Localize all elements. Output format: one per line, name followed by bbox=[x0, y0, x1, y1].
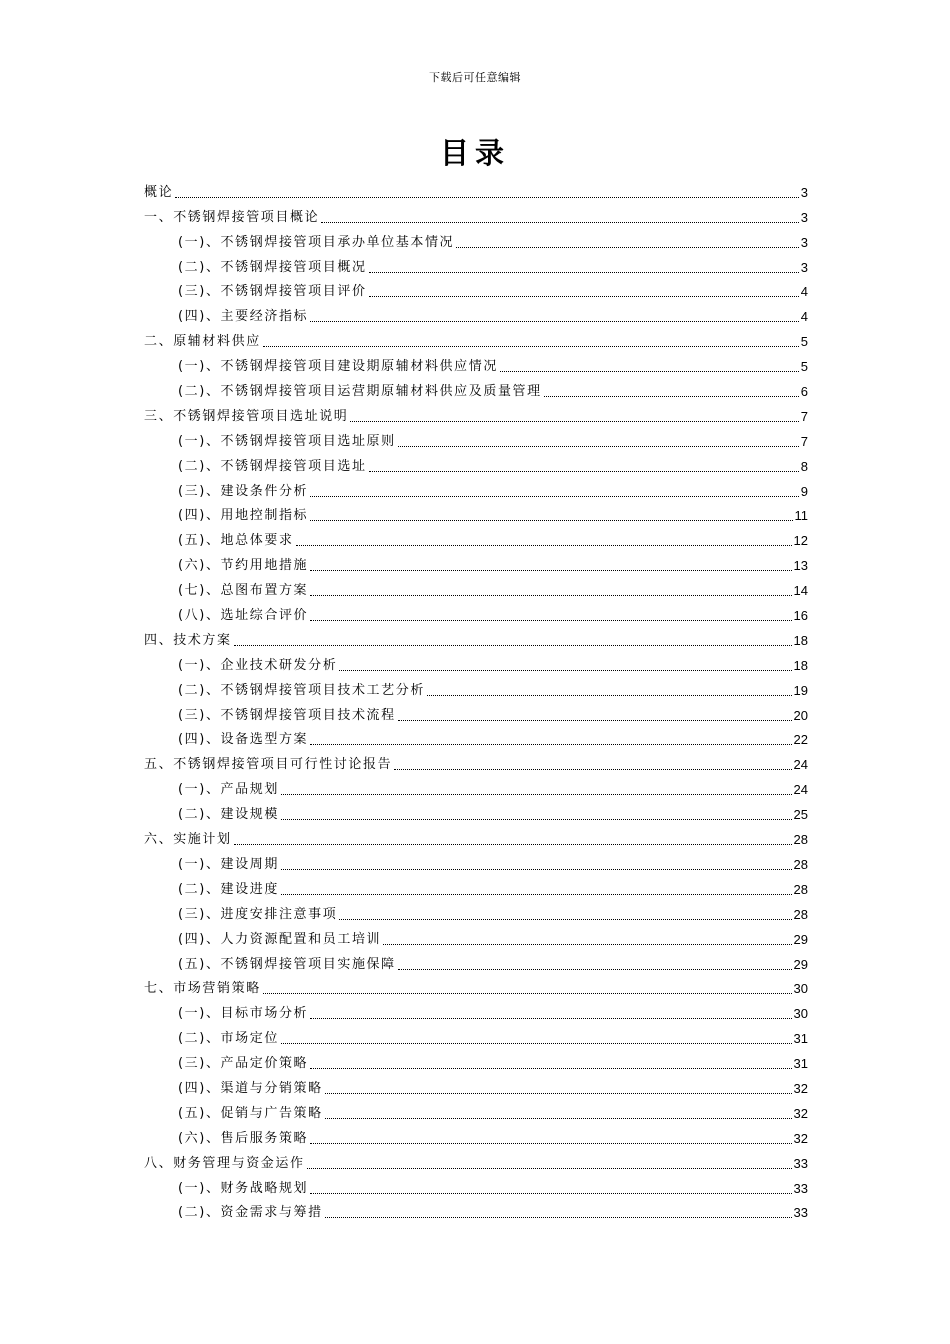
toc-entry-title: (三)、进度安排注意事项 bbox=[178, 906, 338, 922]
toc-entry-page-number: 31 bbox=[793, 1056, 808, 1072]
toc-entry[interactable] bbox=[144, 501, 808, 526]
toc-entry-page-number: 24 bbox=[793, 782, 808, 798]
toc-dot-leader bbox=[281, 868, 792, 870]
toc-entry-title: (三)、建设条件分析 bbox=[178, 483, 309, 499]
toc-entry[interactable] bbox=[144, 1173, 808, 1198]
toc-entry-page-number: 13 bbox=[793, 558, 808, 574]
toc-entry-page-number: 8 bbox=[800, 458, 808, 474]
toc-entry-title: (六)、售后服务策略 bbox=[178, 1130, 309, 1146]
toc-entry-title: (四)、渠道与分销策略 bbox=[178, 1080, 323, 1096]
toc-dot-leader bbox=[310, 743, 791, 745]
toc-entry-title: (一)、目标市场分析 bbox=[178, 1006, 309, 1022]
toc-dot-leader bbox=[369, 295, 799, 297]
toc-entry-title: 概论 bbox=[144, 184, 174, 200]
toc-entry[interactable] bbox=[144, 1198, 808, 1223]
toc-entry-page-number: 7 bbox=[800, 433, 808, 449]
toc-dot-leader bbox=[350, 420, 798, 422]
toc-entry-title: (五)、促销与广告策略 bbox=[178, 1105, 323, 1121]
toc-entry-title: (三)、产品定价策略 bbox=[178, 1056, 309, 1072]
toc-entry[interactable] bbox=[144, 525, 808, 550]
toc-entry-page-number: 33 bbox=[793, 1205, 808, 1221]
toc-entry[interactable] bbox=[144, 1023, 808, 1048]
toc-entry[interactable] bbox=[144, 277, 808, 302]
toc-entry[interactable] bbox=[144, 849, 808, 874]
toc-entry-title: (二)、不锈钢焊接管项目选址 bbox=[178, 458, 367, 474]
toc-entry[interactable] bbox=[144, 326, 808, 351]
toc-dot-leader bbox=[398, 719, 792, 721]
toc-entry-page-number: 18 bbox=[793, 632, 808, 648]
header-note: 下载后可任意编辑 bbox=[429, 71, 521, 84]
toc-entry-title: (五)、地总体要求 bbox=[178, 533, 294, 549]
toc-entry-page-number: 30 bbox=[793, 1006, 808, 1022]
toc-dot-leader bbox=[369, 271, 799, 273]
toc-entry-page-number: 33 bbox=[793, 1155, 808, 1171]
toc-dot-leader bbox=[500, 370, 799, 372]
toc-entry-page-number: 29 bbox=[793, 931, 808, 947]
toc-entry-page-number: 14 bbox=[793, 583, 808, 599]
toc-entry-page-number: 28 bbox=[793, 881, 808, 897]
toc-entry-page-number: 5 bbox=[800, 334, 808, 350]
toc-entry-title: 六、实施计划 bbox=[144, 832, 232, 848]
toc-entry-title: (三)、不锈钢焊接管项目评价 bbox=[178, 284, 367, 300]
toc-entry[interactable] bbox=[144, 924, 808, 949]
toc-entry[interactable] bbox=[144, 401, 808, 426]
toc-entry-page-number: 3 bbox=[800, 184, 808, 200]
toc-dot-leader bbox=[296, 544, 792, 546]
toc-entry-title: (四)、用地控制指标 bbox=[178, 508, 309, 524]
toc-entry[interactable] bbox=[144, 202, 808, 227]
toc-entry[interactable] bbox=[144, 451, 808, 476]
toc-entry[interactable] bbox=[144, 227, 808, 252]
toc-dot-leader bbox=[281, 893, 792, 895]
toc-entry-page-number: 11 bbox=[794, 508, 808, 524]
toc-dot-leader bbox=[310, 619, 791, 621]
page-title: 目录 bbox=[439, 136, 510, 170]
toc-entry-title: (二)、不锈钢焊接管项目技术工艺分析 bbox=[178, 682, 425, 698]
toc-entry-title: (三)、不锈钢焊接管项目技术流程 bbox=[178, 707, 396, 723]
toc-dot-leader bbox=[263, 992, 792, 994]
toc-entry-title: 七、市场营销策略 bbox=[144, 981, 261, 997]
toc-entry[interactable] bbox=[144, 376, 808, 401]
toc-entry-page-number: 19 bbox=[793, 682, 808, 698]
toc-dot-leader bbox=[456, 246, 799, 248]
toc-list bbox=[144, 177, 808, 1222]
toc-dot-leader bbox=[234, 843, 792, 845]
toc-dot-leader bbox=[310, 569, 791, 571]
toc-entry-title: (二)、建设规模 bbox=[178, 807, 279, 823]
toc-entry-page-number: 6 bbox=[800, 384, 808, 400]
toc-dot-leader bbox=[310, 1192, 791, 1194]
toc-entry[interactable] bbox=[144, 874, 808, 899]
toc-entry-page-number: 12 bbox=[793, 533, 808, 549]
toc-entry-page-number: 28 bbox=[793, 832, 808, 848]
toc-dot-leader bbox=[310, 320, 799, 322]
toc-dot-leader bbox=[310, 1142, 791, 1144]
toc-dot-leader bbox=[310, 495, 799, 497]
toc-entry[interactable] bbox=[144, 252, 808, 277]
toc-entry-title: (七)、总图布置方案 bbox=[178, 583, 309, 599]
toc-entry-title: (二)、资金需求与筹措 bbox=[178, 1205, 323, 1221]
toc-dot-leader bbox=[310, 1017, 791, 1019]
toc-dot-leader bbox=[398, 445, 799, 447]
toc-entry-title: (一)、企业技术研发分析 bbox=[178, 657, 338, 673]
toc-dot-leader bbox=[427, 694, 792, 696]
toc-entry[interactable] bbox=[144, 1048, 808, 1073]
toc-entry-page-number: 28 bbox=[793, 906, 808, 922]
toc-entry-page-number: 25 bbox=[793, 807, 808, 823]
toc-dot-leader bbox=[310, 519, 792, 521]
toc-dot-leader bbox=[307, 1167, 792, 1169]
toc-dot-leader bbox=[281, 1042, 792, 1044]
toc-dot-leader bbox=[175, 196, 799, 198]
toc-entry-title: (四)、设备选型方案 bbox=[178, 732, 309, 748]
toc-dot-leader bbox=[310, 1067, 791, 1069]
toc-entry[interactable] bbox=[144, 575, 808, 600]
toc-dot-leader bbox=[544, 395, 799, 397]
toc-dot-leader bbox=[325, 1216, 792, 1218]
toc-entry-page-number: 32 bbox=[793, 1105, 808, 1121]
toc-entry-title: (一)、财务战略规划 bbox=[178, 1180, 309, 1196]
toc-entry-page-number: 30 bbox=[793, 981, 808, 997]
toc-entry-title: (一)、建设周期 bbox=[178, 856, 279, 872]
toc-entry-title: (二)、不锈钢焊接管项目运营期原辅材料供应及质量管理 bbox=[178, 384, 542, 400]
toc-dot-leader bbox=[234, 644, 792, 646]
toc-entry[interactable] bbox=[144, 177, 808, 202]
toc-entry-page-number: 32 bbox=[793, 1130, 808, 1146]
toc-entry[interactable] bbox=[144, 625, 808, 650]
toc-dot-leader bbox=[321, 221, 799, 223]
toc-entry[interactable] bbox=[144, 301, 808, 326]
toc-entry-page-number: 32 bbox=[793, 1080, 808, 1096]
toc-entry-title: (二)、不锈钢焊接管项目概况 bbox=[178, 259, 367, 275]
toc-entry-page-number: 16 bbox=[793, 608, 808, 624]
toc-entry[interactable] bbox=[144, 351, 808, 376]
toc-entry[interactable] bbox=[144, 749, 808, 774]
toc-entry[interactable] bbox=[144, 774, 808, 799]
toc-entry-page-number: 5 bbox=[800, 359, 808, 375]
toc-dot-leader bbox=[398, 968, 792, 970]
toc-entry-title: (六)、节约用地措施 bbox=[178, 558, 309, 574]
toc-entry[interactable] bbox=[144, 899, 808, 924]
toc-dot-leader bbox=[394, 768, 791, 770]
toc-entry-title: 一、不锈钢焊接管项目概论 bbox=[144, 209, 320, 225]
toc-entry[interactable] bbox=[144, 1148, 808, 1173]
toc-entry-title: (二)、建设进度 bbox=[178, 881, 279, 897]
toc-entry-page-number: 9 bbox=[800, 483, 808, 499]
toc-entry-page-number: 7 bbox=[800, 408, 808, 424]
toc-entry-title: 八、财务管理与资金运作 bbox=[144, 1155, 305, 1171]
toc-dot-leader bbox=[369, 470, 799, 472]
toc-entry[interactable] bbox=[144, 700, 808, 725]
toc-entry[interactable] bbox=[144, 1123, 808, 1148]
toc-entry-page-number: 31 bbox=[793, 1031, 808, 1047]
toc-entry-title: (四)、主要经济指标 bbox=[178, 309, 309, 325]
toc-entry[interactable] bbox=[144, 824, 808, 849]
toc-entry[interactable] bbox=[144, 675, 808, 700]
toc-dot-leader bbox=[339, 918, 791, 920]
toc-entry-title: 四、技术方案 bbox=[144, 632, 232, 648]
toc-entry-title: (一)、不锈钢焊接管项目选址原则 bbox=[178, 433, 396, 449]
toc-entry[interactable] bbox=[144, 725, 808, 750]
toc-entry-title: (一)、产品规划 bbox=[178, 782, 279, 798]
toc-entry[interactable] bbox=[144, 476, 808, 501]
toc-entry-page-number: 28 bbox=[793, 856, 808, 872]
toc-entry-page-number: 4 bbox=[800, 284, 808, 300]
toc-dot-leader bbox=[325, 1117, 792, 1119]
toc-entry-page-number: 3 bbox=[800, 259, 808, 275]
toc-entry-title: 五、不锈钢焊接管项目可行性讨论报告 bbox=[144, 757, 393, 773]
toc-entry-title: 二、原辅材料供应 bbox=[144, 334, 261, 350]
toc-dot-leader bbox=[263, 345, 799, 347]
toc-entry-page-number: 24 bbox=[793, 757, 808, 773]
toc-entry-page-number: 22 bbox=[793, 732, 808, 748]
toc-entry-page-number: 29 bbox=[793, 956, 808, 972]
toc-dot-leader bbox=[339, 669, 791, 671]
toc-dot-leader bbox=[383, 943, 791, 945]
toc-entry[interactable] bbox=[144, 1098, 808, 1123]
toc-entry[interactable] bbox=[144, 974, 808, 999]
toc-entry[interactable] bbox=[144, 600, 808, 625]
toc-entry-title: 三、不锈钢焊接管项目选址说明 bbox=[144, 408, 349, 424]
toc-entry[interactable] bbox=[144, 998, 808, 1023]
toc-entry-title: (一)、不锈钢焊接管项目建设期原辅材料供应情况 bbox=[178, 359, 498, 375]
toc-entry-page-number: 18 bbox=[793, 657, 808, 673]
toc-entry-page-number: 3 bbox=[800, 209, 808, 225]
toc-entry[interactable] bbox=[144, 650, 808, 675]
toc-entry[interactable] bbox=[144, 949, 808, 974]
toc-entry-title: (四)、人力资源配置和员工培训 bbox=[178, 931, 382, 947]
toc-entry-title: (二)、市场定位 bbox=[178, 1031, 279, 1047]
toc-entry-title: (八)、选址综合评价 bbox=[178, 608, 309, 624]
toc-entry-page-number: 3 bbox=[800, 234, 808, 250]
toc-dot-leader bbox=[325, 1092, 792, 1094]
toc-entry[interactable] bbox=[144, 1073, 808, 1098]
toc-entry[interactable] bbox=[144, 426, 808, 451]
toc-entry-title: (五)、不锈钢焊接管项目实施保障 bbox=[178, 956, 396, 972]
toc-entry[interactable] bbox=[144, 799, 808, 824]
toc-dot-leader bbox=[310, 594, 791, 596]
toc-entry[interactable] bbox=[144, 550, 808, 575]
toc-dot-leader bbox=[281, 793, 792, 795]
toc-entry-title: (一)、不锈钢焊接管项目承办单位基本情况 bbox=[178, 234, 455, 250]
toc-entry-page-number: 20 bbox=[793, 707, 808, 723]
toc-entry-page-number: 4 bbox=[800, 309, 808, 325]
toc-entry-page-number: 33 bbox=[793, 1180, 808, 1196]
toc-dot-leader bbox=[281, 818, 792, 820]
